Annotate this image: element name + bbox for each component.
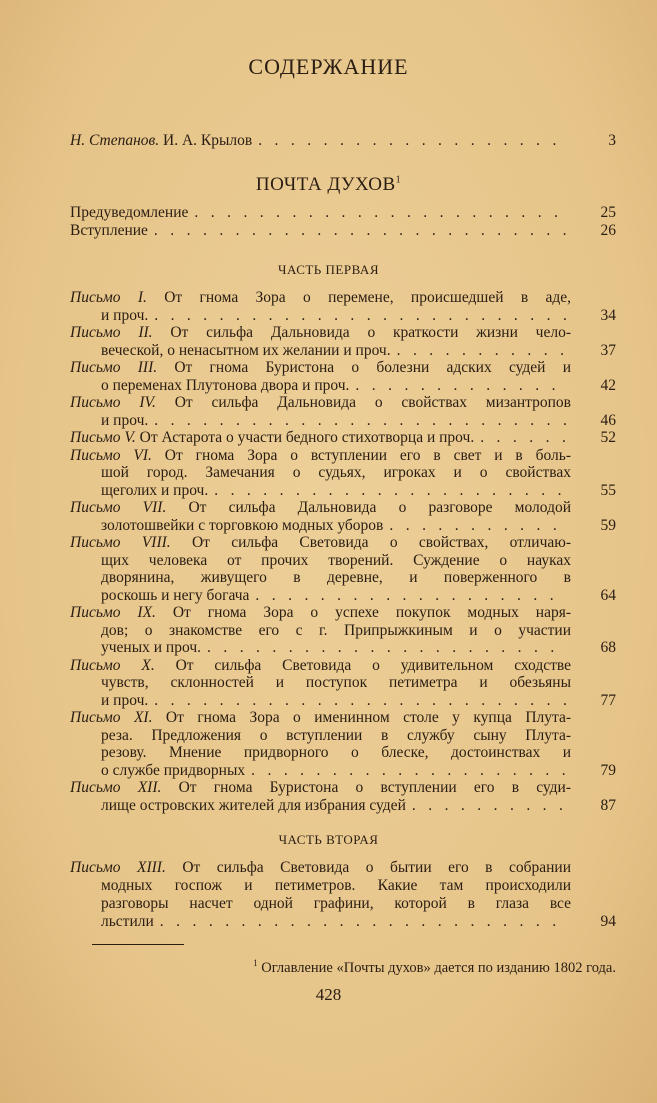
- dot-leader: [251, 762, 567, 780]
- page-number: 79: [600, 761, 616, 779]
- letter-label: Письмо II.: [70, 324, 153, 341]
- letter-label: Письмо IV.: [70, 394, 156, 411]
- entry-line: [70, 394, 616, 412]
- entry-text: [101, 569, 571, 587]
- entry-text: [101, 307, 148, 325]
- entry-line: [70, 499, 616, 517]
- dot-leader: [412, 797, 567, 815]
- toc-entry: [70, 657, 616, 710]
- entry-text-segment: реза. Предложения о вступлении в службу сыну Плута-: [101, 726, 571, 744]
- letter-label: Письмо VI.: [70, 446, 152, 464]
- toc-entry: [70, 289, 616, 324]
- entry-text-segment: От Астарота о участи бедного стихотворца и проч.: [139, 429, 475, 446]
- entry-text-segment: От гнома Буристона о вступлении его в суди-: [178, 779, 571, 796]
- footnote: [70, 958, 616, 977]
- entry-line: [70, 377, 616, 395]
- entry-text-segment: льстили: [101, 913, 154, 930]
- entry-text: [70, 394, 571, 412]
- entry-text: [101, 913, 154, 931]
- entry-text-segment: щеголих и проч.: [101, 481, 209, 499]
- entry-line: [70, 307, 616, 325]
- entry-text: [101, 895, 571, 913]
- entry-text: [70, 657, 571, 675]
- toc-entry: [70, 779, 616, 814]
- entry-text: [70, 709, 571, 727]
- entry-text-segment: От сильфа Световида о бытии его в собрании: [182, 859, 571, 876]
- entry-line: [70, 895, 616, 913]
- dot-leader: [214, 482, 567, 500]
- entry-line: [70, 727, 616, 745]
- entry-line: [70, 913, 616, 931]
- entry-text-segment: От сильфа Световида о свойствах, отличаю-: [191, 534, 571, 551]
- dot-leader: [194, 204, 567, 222]
- letter-label: Письмо I.: [70, 289, 147, 306]
- dot-leader: [154, 222, 567, 240]
- entry-line: [70, 447, 616, 465]
- page-number: 77: [600, 691, 616, 709]
- entry-text-segment: и проч.: [101, 306, 149, 324]
- footnote-mark: 1: [395, 174, 402, 186]
- letter-label: Письмо III.: [70, 359, 158, 376]
- entry-text-segment: От сильфа Дальновида о разговоре молодой: [188, 499, 571, 516]
- work-title: ПОЧТА ДУХОВ: [255, 174, 396, 195]
- entry-text-segment: и проч.: [101, 411, 149, 429]
- entry-text: [101, 877, 571, 895]
- entry-line: [70, 517, 616, 535]
- dot-leader: [258, 132, 567, 150]
- page-title: СОДЕРЖАНИЕ: [248, 54, 409, 79]
- toc-entry: [70, 499, 616, 534]
- toc-entry: [70, 429, 616, 447]
- toc-entry-intro: [70, 132, 616, 150]
- page-number: 68: [600, 639, 616, 656]
- footnote-mark: 1: [253, 958, 258, 968]
- entry-text: [101, 342, 391, 360]
- entry-text: [101, 482, 208, 500]
- letter-label: Письмо X.: [70, 656, 155, 674]
- entry-line: [70, 604, 616, 622]
- entry-text-segment: шой город. Замечания о судьях, игроках и о свойствах: [101, 464, 571, 481]
- entry-line: [70, 657, 616, 675]
- page-number: 3: [608, 132, 616, 149]
- entry-line: [70, 797, 616, 815]
- entry-line: [70, 587, 616, 605]
- entry-line: [70, 569, 616, 587]
- letter-label: Письмо IX.: [70, 604, 156, 621]
- entry-line: [70, 552, 616, 570]
- entry-text: [101, 412, 148, 430]
- entry-text: [70, 359, 571, 377]
- entry-text-segment: и проч.: [101, 691, 149, 709]
- entry-text-segment: модных госпож и петиметров. Какие там происходили: [101, 877, 571, 894]
- page-number: 55: [600, 481, 616, 499]
- toc-entry: [70, 222, 616, 240]
- entry-text: [70, 534, 571, 552]
- entry-text-segment: От гнома Зора о вступлении его в свет и в боль-: [164, 446, 571, 464]
- entry-text: [70, 499, 571, 517]
- entry-line: [70, 412, 616, 430]
- footnote-rule: [92, 944, 184, 945]
- toc-entry: [70, 204, 616, 222]
- entry-text: [101, 587, 249, 605]
- entry-text: [70, 604, 571, 622]
- entry-line: [70, 744, 616, 762]
- entry-line: [70, 859, 616, 877]
- entry-line: [70, 762, 616, 780]
- dot-leader: [255, 587, 567, 605]
- entry-text-segment: От гнома Зора о именинном столе у купца Плута-: [165, 709, 571, 726]
- dot-leader: [480, 429, 567, 447]
- page-number: 37: [600, 341, 616, 359]
- entry-text-segment: роскошь и негу богача: [101, 586, 250, 604]
- intro-text: И. А. Крылов: [163, 132, 253, 149]
- toc-entry: [70, 394, 616, 429]
- entry-text: Предуведомление: [70, 204, 189, 221]
- toc-entry: [70, 604, 616, 657]
- part-two-list: [70, 859, 616, 931]
- letter-label: Письмо VII.: [70, 499, 167, 516]
- dot-leader: [154, 307, 567, 325]
- entry-text-segment: веческой, о ненасытном их желании и проч.: [101, 341, 391, 359]
- toc-entry: [70, 534, 616, 604]
- entry-text: [70, 859, 571, 877]
- entry-text-segment: дов; о знакомстве его с г. Припрыжкиным и о участии: [101, 621, 571, 639]
- entry-text: [101, 552, 571, 570]
- entry-text-segment: От сильфа Световида о удивительном сходстве: [175, 656, 571, 674]
- page-number: 25: [600, 204, 616, 221]
- footnote-text: Оглавление «Почты духов» дается по изданию 1802 года.: [261, 959, 616, 976]
- entry-line: [70, 622, 616, 640]
- entry-text-segment: ученых и проч.: [101, 639, 201, 656]
- entry-text-segment: От сильфа Дальновида о краткости жизни чело-: [170, 324, 571, 341]
- page-number: 34: [600, 306, 616, 324]
- entry-text-segment: разговоры насчет одной графини, которой в глаза все: [101, 895, 571, 912]
- entry-text-segment: резову. Мнение придворного о блеске, достоинствах и: [101, 744, 571, 761]
- entry-text-segment: От гнома Буристона о болезни адских судей и: [174, 359, 571, 376]
- entry-text: [101, 744, 571, 762]
- entry-line: [70, 877, 616, 895]
- entry-line: [70, 674, 616, 692]
- dot-leader: [207, 639, 567, 657]
- page-number: 87: [600, 796, 616, 814]
- entry-line: [70, 342, 616, 360]
- page-number: 64: [600, 586, 616, 604]
- entry-text: [101, 377, 349, 395]
- entry-text-segment: чувств, склонностей и поступок петиметра и обезьяны: [101, 674, 571, 691]
- entry-text-segment: золотошвейки с торговкою модных уборов: [101, 516, 384, 534]
- toc-entry: [70, 859, 616, 931]
- entry-text: [101, 639, 201, 657]
- entry-text: [70, 429, 474, 447]
- letter-label: Письмо VIII.: [70, 534, 171, 551]
- front-matter-list: [70, 204, 616, 239]
- entry-line: [70, 534, 616, 552]
- entry-text-segment: дворянина, живущего в деревне, и поверженного в: [101, 569, 571, 586]
- dot-leader: [154, 692, 567, 710]
- entry-line: [70, 779, 616, 797]
- entry-line: [70, 692, 616, 710]
- dot-leader: [154, 412, 567, 430]
- letter-label: Письмо XIII.: [70, 859, 166, 876]
- entry-text: [101, 692, 148, 710]
- entry-line: [70, 482, 616, 500]
- letter-label: Письмо V.: [70, 429, 136, 446]
- dot-leader: [389, 517, 567, 535]
- part-two-heading: ЧАСТЬ ВТОРАЯ: [278, 832, 379, 847]
- entry-text-segment: лище островских жителей для избрания судей: [101, 796, 406, 814]
- entry-line: [70, 709, 616, 727]
- page-number: 94: [600, 913, 616, 930]
- entry-text: [70, 324, 571, 342]
- entry-text-segment: щих человека от прочих творений. Суждение о науках: [101, 551, 571, 569]
- entry-text: Вступление: [70, 221, 148, 239]
- entry-text-segment: От сильфа Дальновида о свойствах мизантропов: [174, 394, 571, 411]
- entry-line: [70, 639, 616, 657]
- entry-text-segment: о переменах Плутонова двора и проч.: [101, 376, 350, 394]
- entry-text-segment: о службе придворных: [101, 761, 246, 779]
- dot-leader: [397, 342, 567, 360]
- intro-author: Н. Степанов.: [70, 132, 160, 149]
- work-heading: [0, 174, 657, 196]
- entry-line: [70, 324, 616, 342]
- toc-entry: [70, 324, 616, 359]
- entry-line: [70, 359, 616, 377]
- page-number: 59: [600, 516, 616, 534]
- entry-line: [70, 289, 616, 307]
- entry-text: [101, 674, 571, 692]
- entry-line: [70, 429, 616, 447]
- page-folio: 428: [315, 985, 342, 1004]
- entry-text: [101, 797, 406, 815]
- page-number: 42: [600, 376, 616, 394]
- page-number: 52: [600, 429, 616, 446]
- entry-text: [101, 517, 383, 535]
- entry-text: [70, 289, 571, 307]
- dot-leader: [355, 377, 567, 395]
- part-one-heading: ЧАСТЬ ПЕРВАЯ: [278, 262, 379, 277]
- toc-entry: [70, 447, 616, 500]
- entry-text: [101, 622, 571, 640]
- entry-text-segment: От гнома Зора о перемене, происшедшей в аде,: [164, 289, 571, 306]
- entry-text: [70, 779, 571, 797]
- entry-line: [70, 464, 616, 482]
- page-number: 26: [600, 221, 616, 239]
- part-one-list: [70, 289, 616, 814]
- toc-entry: [70, 359, 616, 394]
- page-number: 46: [600, 411, 616, 429]
- letter-label: Письмо XI.: [70, 709, 153, 726]
- entry-text: [101, 727, 571, 745]
- entry-text: [101, 464, 571, 482]
- dot-leader: [160, 913, 567, 931]
- entry-text-segment: От гнома Зора о успехе покупок модных наря-: [172, 604, 571, 621]
- toc-entry: [70, 709, 616, 779]
- entry-text: [70, 447, 571, 465]
- entry-text: [101, 762, 245, 780]
- letter-label: Письмо XII.: [70, 779, 162, 796]
